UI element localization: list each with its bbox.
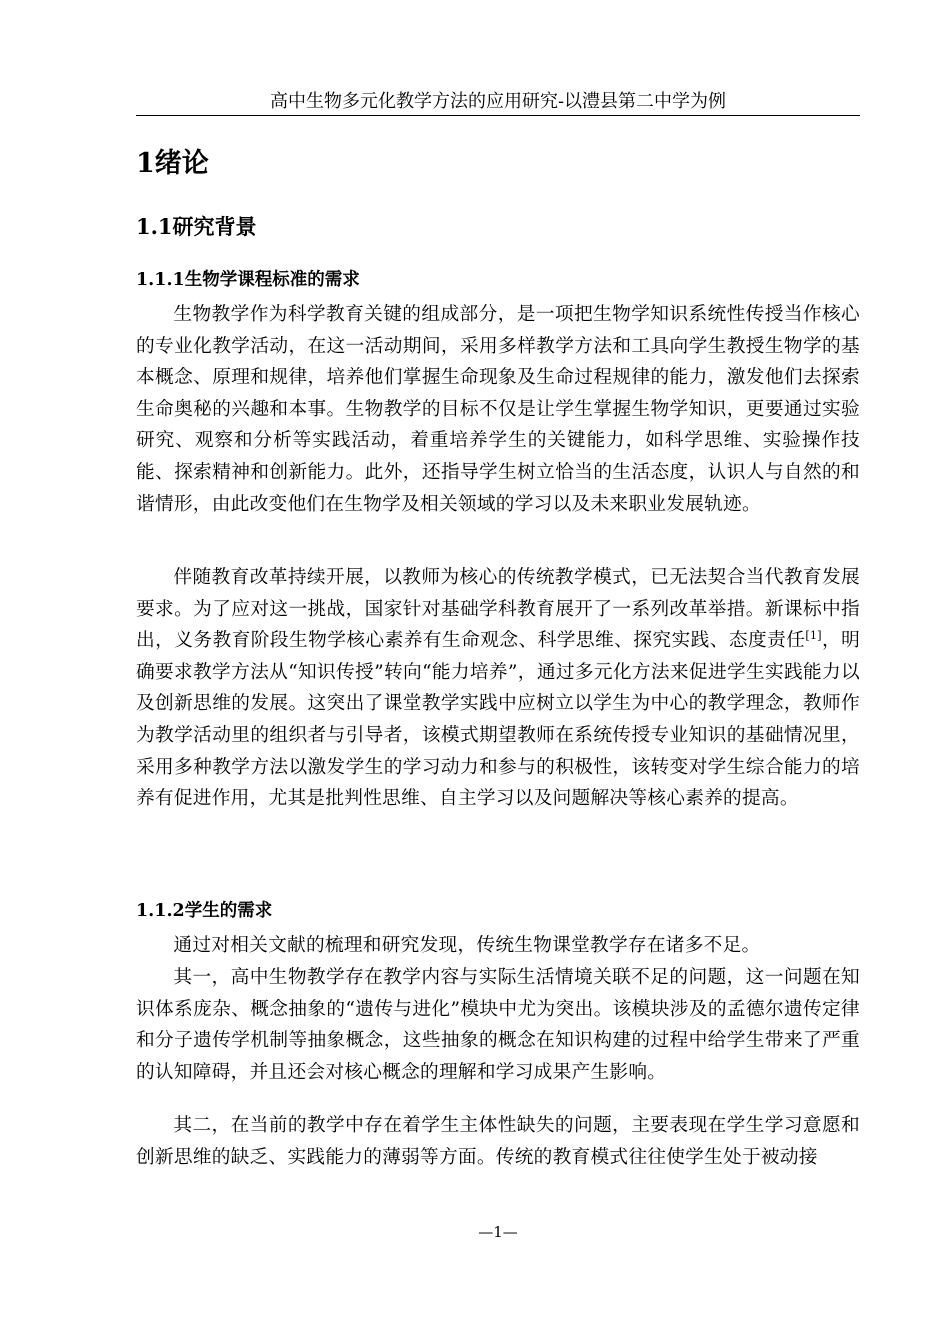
paragraph-text: ，明确要求教学方法从“知识传授”转向“能力培养”，通过多元化方法来促进学生实践能力以及创新思维的发展。这突出了课堂教学实践中应树立以学生为中心的教学理念，教师作为教学活动里的组织者与引导者，该模式期望教师在系统传授专业知识的基础情况里，采用多种教学方法以激发学生的学习动力和参与的积极性，该转变对学生综合能力的培养有促进作用，尤其是批判性思维、自主学习以及问题解决等核心素养的提高。 xyxy=(136,630,861,810)
subsection-heading: 1.1.1生物学课程标准的需求 xyxy=(136,270,360,290)
citation-marker[interactable]: [1] xyxy=(805,629,822,643)
body-paragraph xyxy=(136,930,860,962)
body-paragraph xyxy=(136,1110,860,1173)
paragraph-text: 生物教学作为科学教育关键的组成部分，是一项把生物学知识系统性传授当作核心的专业化教学活动，在这一活动期间，采用多样教学方法和工具向学生教授生物学的基本概念、原理和规律，培养他们掌握生命现象及生命过程规律的能力，激发他们去探索生命奥秘的兴趣和本事。生物教学的目标不仅是让学生掌握生物学知识，更要通过实验研究、观察和分析等实践活动，着重培养学生的关键能力，如科学思维、实验操作技能、探索精神和创新能力。此外，还指导学生树立恰当的生活态度，认识人与自然的和谐情形，由此改变他们在生物学及相关领域的学习以及未来职业发展轨迹。 xyxy=(136,304,860,515)
body-paragraph xyxy=(136,962,860,1088)
header-rule xyxy=(136,115,860,116)
paragraph-text: 其二，在当前的教学中存在着学生主体性缺失的问题，主要表现在学生学习意愿和创新思维的缺乏、实践能力的薄弱等方面。传统的教育模式往往使学生处于被动接 xyxy=(136,1115,860,1168)
body-paragraph xyxy=(136,299,860,520)
running-header: 高中生物多元化教学方法的应用研究-以澧县第二中学为例 xyxy=(269,91,727,112)
chapter-heading: 1绪论 xyxy=(136,148,209,179)
paragraph-text: 伴随教育改革持续开展，以教师为核心的传统教学模式，已无法契合当代教育发展要求。为了应对这一挑战，国家针对基础学科教育展开了一系列改革举措。新课标中指出，义务教育阶段生物学核心素养有生命观念、科学思维、探究实践、态度责任 xyxy=(136,567,860,652)
page-number: —1— xyxy=(478,1223,518,1241)
body-paragraph xyxy=(136,562,860,815)
paragraph-text: 通过对相关文献的梳理和研究发现，传统生物课堂教学存在诸多不足。 xyxy=(173,935,761,956)
section-heading: 1.1研究背景 xyxy=(136,214,257,239)
subsection-heading: 1.1.2学生的需求 xyxy=(136,901,273,921)
paragraph-text: 其一，高中生物教学存在教学内容与实际生活情境关联不足的问题，这一问题在知识体系庞杂、概念抽象的“遗传与进化”模块中尤为突出。该模块涉及的孟德尔遗传定律和分子遗传学机制等抽象概念，这些抽象的概念在知识构建的过程中给学生带来了严重的认知障碍，并且还会对核心概念的理解和学习成果产生影响。 xyxy=(136,967,860,1083)
